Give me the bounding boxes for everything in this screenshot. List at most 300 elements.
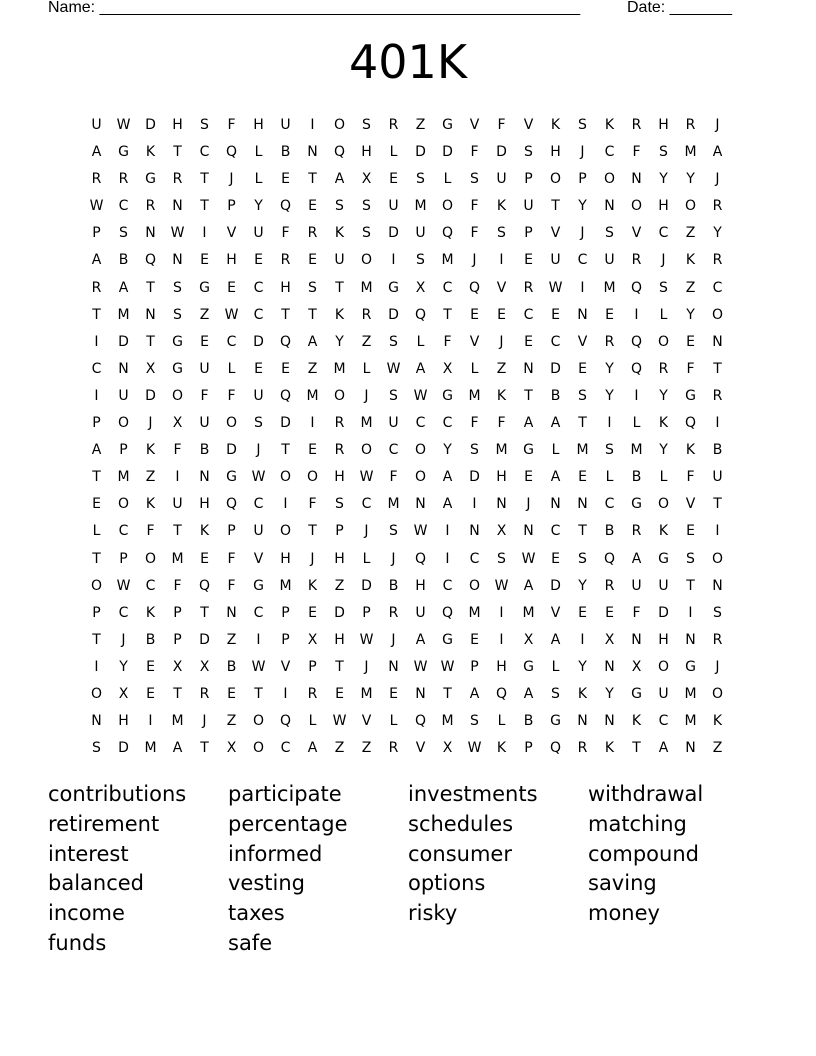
grid-letter: D xyxy=(361,577,372,594)
grid-letter: Q xyxy=(495,685,508,702)
grid-letter: Q xyxy=(549,740,562,757)
grid-letter: I xyxy=(283,496,288,513)
grid-letter: R xyxy=(577,740,588,757)
grid-letter: W xyxy=(359,631,374,648)
grid-letter: Q xyxy=(684,415,697,432)
grid-letter: O xyxy=(414,469,427,486)
grid-letter: O xyxy=(225,415,238,432)
grid-letter: A xyxy=(658,740,669,757)
grid-letter: K xyxy=(658,523,669,540)
grid-letter: C xyxy=(523,306,534,323)
grid-letter: U xyxy=(388,198,399,215)
grid-letter: P xyxy=(119,550,128,567)
grid-letter: B xyxy=(280,144,291,161)
grid-letter: C xyxy=(253,604,264,621)
word-list-item: retirement xyxy=(48,811,160,836)
grid-letter: Y xyxy=(605,685,614,702)
grid-letter: G xyxy=(442,631,453,648)
grid-letter: O xyxy=(279,523,292,540)
word-list-item: compound xyxy=(588,841,699,866)
grid-letter: S xyxy=(578,387,587,404)
grid-letter: Q xyxy=(198,577,211,594)
grid-letter: N xyxy=(577,496,588,513)
grid-letter: S xyxy=(416,171,425,188)
grid-letter: O xyxy=(333,387,346,404)
grid-letter: K xyxy=(604,117,615,133)
grid-letter: S xyxy=(335,198,344,215)
word-list-item: funds xyxy=(48,930,107,955)
word-list-item: money xyxy=(588,901,660,926)
word-list-item: investments xyxy=(408,782,538,806)
grid-letter: S xyxy=(362,117,371,133)
grid-letter: S xyxy=(713,604,722,621)
grid-letter: I xyxy=(472,496,477,513)
grid-letter: Q xyxy=(144,252,157,269)
date-field-label: Date: _______ xyxy=(627,0,732,16)
grid-letter: E xyxy=(146,658,155,675)
grid-letter: M xyxy=(360,279,373,296)
grid-letter: Q xyxy=(630,333,643,350)
grid-letter: V xyxy=(685,496,696,513)
grid-letter: I xyxy=(148,713,153,730)
grid-letter: S xyxy=(686,550,695,567)
grid-letter: Q xyxy=(441,225,454,242)
grid-letter: F xyxy=(227,577,236,594)
word-list-item: risky xyxy=(408,901,458,926)
word-list-item: interest xyxy=(48,841,129,866)
grid-letter: Y xyxy=(605,360,614,377)
grid-letter: P xyxy=(524,740,533,757)
grid-letter: S xyxy=(362,198,371,215)
grid-letter: D xyxy=(496,144,507,161)
grid-letter: B xyxy=(712,442,723,459)
grid-letter: T xyxy=(200,198,209,215)
grid-letter: U xyxy=(550,252,561,269)
grid-letter: O xyxy=(657,496,670,513)
grid-letter: O xyxy=(90,685,103,702)
grid-letter: N xyxy=(415,496,426,513)
grid-letter: R xyxy=(712,387,723,404)
grid-letter: O xyxy=(252,740,265,757)
grid-letter: X xyxy=(172,415,183,432)
grid-letter: J xyxy=(715,658,720,675)
grid-letter: V xyxy=(226,225,237,242)
grid-letter: P xyxy=(281,631,290,648)
grid-letter: Q xyxy=(333,144,346,161)
grid-letter: C xyxy=(442,415,453,432)
grid-letter: R xyxy=(118,171,129,188)
grid-letter: D xyxy=(388,225,399,242)
grid-letter: W xyxy=(440,658,455,675)
grid-letter: L xyxy=(254,171,263,188)
grid-letter: S xyxy=(605,225,614,242)
grid-letter: Y xyxy=(578,198,587,215)
grid-letter: K xyxy=(145,604,156,621)
grid-letter: U xyxy=(523,198,534,215)
grid-letter: T xyxy=(524,387,533,404)
grid-letter: H xyxy=(658,631,669,648)
grid-letter: R xyxy=(631,252,642,269)
grid-letter: R xyxy=(388,117,399,133)
grid-letter: S xyxy=(389,523,398,540)
grid-letter: C xyxy=(550,333,561,350)
grid-letter: N xyxy=(631,171,642,188)
grid-letter: C xyxy=(361,496,372,513)
grid-letter: O xyxy=(117,415,130,432)
grid-letter: Y xyxy=(605,387,614,404)
grid-letter: C xyxy=(199,144,210,161)
grid-letter: H xyxy=(280,550,291,567)
grid-letter: T xyxy=(686,577,695,594)
grid-letter: J xyxy=(364,387,369,404)
word-list-item: saving xyxy=(588,871,657,896)
word-list-item: balanced xyxy=(48,871,145,896)
grid-letter: S xyxy=(119,225,128,242)
grid-letter: K xyxy=(145,496,156,513)
grid-letter: N xyxy=(118,360,129,377)
grid-letter: E xyxy=(281,171,290,188)
grid-letter: Q xyxy=(414,306,427,323)
grid-letter: R xyxy=(712,198,723,215)
grid-letter: C xyxy=(253,306,264,323)
grid-letter: B xyxy=(145,631,156,648)
grid-letter: W xyxy=(89,198,104,215)
grid-letter: I xyxy=(391,252,396,269)
grid-letter: I xyxy=(499,631,504,648)
grid-letter: O xyxy=(441,198,454,215)
grid-letter: J xyxy=(256,442,261,459)
grid-letter: O xyxy=(711,685,724,702)
grid-letter: U xyxy=(334,252,345,269)
grid-letter: R xyxy=(361,306,372,323)
grid-letter: O xyxy=(117,496,130,513)
grid-letter: W xyxy=(413,523,428,540)
grid-letter: S xyxy=(200,117,209,133)
grid-letter: O xyxy=(333,117,346,133)
grid-letter: D xyxy=(334,604,345,621)
grid-letter: R xyxy=(334,442,345,459)
grid-letter: E xyxy=(497,306,506,323)
grid-letter: C xyxy=(658,713,669,730)
grid-letter: N xyxy=(604,198,615,215)
grid-letter: Q xyxy=(414,713,427,730)
grid-letter: J xyxy=(472,252,477,269)
grid-letter: Q xyxy=(279,198,292,215)
grid-letter: Q xyxy=(414,550,427,567)
grid-letter: Q xyxy=(630,360,643,377)
grid-letter: P xyxy=(335,523,344,540)
grid-letter: Y xyxy=(443,442,452,459)
name-field-label: Name: ______________________________________________________ xyxy=(48,0,581,16)
grid-letter: O xyxy=(657,333,670,350)
grid-letter: F xyxy=(308,496,317,513)
page-title: 401K xyxy=(349,35,467,89)
grid-letter: Z xyxy=(496,360,507,377)
grid-letter: J xyxy=(391,631,396,648)
grid-letter: E xyxy=(254,360,263,377)
grid-letter: D xyxy=(550,360,561,377)
grid-letter: I xyxy=(283,685,288,702)
grid-letter: E xyxy=(578,360,587,377)
grid-letter: P xyxy=(227,523,236,540)
grid-letter: A xyxy=(91,252,102,269)
grid-letter: B xyxy=(523,713,534,730)
word-list-item: consumer xyxy=(408,841,512,866)
grid-letter: B xyxy=(226,658,237,675)
word-list-item: vesting xyxy=(228,871,305,896)
grid-letter: O xyxy=(549,171,562,188)
grid-letter: R xyxy=(91,279,102,296)
word-list-item: informed xyxy=(228,841,323,866)
grid-letter: M xyxy=(333,360,346,377)
grid-letter: H xyxy=(226,252,237,269)
grid-letter: C xyxy=(253,496,264,513)
grid-letter: U xyxy=(91,117,102,133)
grid-letter: H xyxy=(172,117,183,133)
grid-letter: J xyxy=(364,658,369,675)
grid-letter: P xyxy=(578,171,587,188)
grid-letter: Z xyxy=(145,469,156,486)
grid-letter: E xyxy=(146,685,155,702)
grid-letter: X xyxy=(361,171,372,188)
grid-letter: I xyxy=(175,469,180,486)
grid-letter: Q xyxy=(279,387,292,404)
grid-letter: D xyxy=(415,144,426,161)
grid-letter: F xyxy=(443,333,452,350)
grid-letter: U xyxy=(118,387,129,404)
grid-letter: Z xyxy=(334,740,345,757)
grid-letter: X xyxy=(415,279,426,296)
grid-letter: Z xyxy=(361,333,372,350)
grid-letter: P xyxy=(308,658,317,675)
grid-letter: B xyxy=(118,252,129,269)
grid-letter: W xyxy=(521,550,536,567)
grid-letter: W xyxy=(170,225,185,242)
grid-letter: A xyxy=(415,631,426,648)
grid-letter: F xyxy=(470,415,479,432)
grid-letter: Q xyxy=(225,144,238,161)
grid-letter: U xyxy=(658,685,669,702)
grid-letter: E xyxy=(524,333,533,350)
grid-letter: G xyxy=(118,144,129,161)
grid-letter: N xyxy=(604,713,615,730)
grid-letter: F xyxy=(227,387,236,404)
grid-letter: O xyxy=(144,550,157,567)
grid-letter: W xyxy=(116,117,131,133)
grid-letter: H xyxy=(334,631,345,648)
word-list-item: percentage xyxy=(228,811,348,836)
grid-letter: N xyxy=(712,333,723,350)
grid-letter: T xyxy=(281,442,290,459)
grid-letter: F xyxy=(470,225,479,242)
grid-letter: F xyxy=(686,360,695,377)
grid-letter: E xyxy=(389,171,398,188)
grid-letter: S xyxy=(308,279,317,296)
grid-letter: U xyxy=(253,387,264,404)
grid-letter: O xyxy=(657,658,670,675)
grid-letter: E xyxy=(200,252,209,269)
grid-letter: M xyxy=(630,442,643,459)
grid-letter: O xyxy=(279,469,292,486)
grid-letter: Y xyxy=(254,198,263,215)
grid-letter: A xyxy=(523,415,534,432)
grid-letter: P xyxy=(281,604,290,621)
grid-letter: G xyxy=(442,387,453,404)
grid-letter: N xyxy=(199,469,210,486)
grid-letter: R xyxy=(685,117,696,133)
grid-letter: I xyxy=(688,604,693,621)
grid-letter: S xyxy=(605,442,614,459)
grid-letter: Y xyxy=(686,171,695,188)
grid-letter: M xyxy=(684,685,697,702)
grid-letter: W xyxy=(251,658,266,675)
grid-letter: Z xyxy=(334,577,345,594)
grid-letter: F xyxy=(497,117,506,133)
grid-letter: F xyxy=(497,415,506,432)
grid-letter: E xyxy=(200,333,209,350)
grid-letter: W xyxy=(224,306,239,323)
grid-letter: C xyxy=(550,523,561,540)
grid-letter: C xyxy=(604,144,615,161)
grid-letter: X xyxy=(307,631,318,648)
grid-letter: A xyxy=(334,171,345,188)
grid-letter: V xyxy=(577,333,588,350)
grid-letter: C xyxy=(388,442,399,459)
grid-letter: N xyxy=(226,604,237,621)
grid-letter: C xyxy=(604,496,615,513)
grid-letter: C xyxy=(118,198,129,215)
word-list-item: income xyxy=(48,901,125,926)
grid-letter: I xyxy=(607,415,612,432)
grid-letter: G xyxy=(685,658,696,675)
grid-letter: K xyxy=(145,144,156,161)
grid-letter: C xyxy=(280,740,291,757)
grid-letter: S xyxy=(497,225,506,242)
grid-letter: N xyxy=(685,740,696,757)
grid-letter: W xyxy=(359,469,374,486)
grid-letter: T xyxy=(200,740,209,757)
grid-letter: F xyxy=(173,442,182,459)
grid-letter: P xyxy=(92,604,101,621)
grid-letter: X xyxy=(118,685,129,702)
grid-letter: G xyxy=(550,713,561,730)
grid-letter: O xyxy=(171,387,184,404)
grid-letter: K xyxy=(496,387,507,404)
grid-letter: E xyxy=(605,604,614,621)
grid-letter: K xyxy=(550,117,561,133)
word-list-item: taxes xyxy=(228,901,285,926)
grid-letter: L xyxy=(605,469,614,486)
grid-letter: R xyxy=(604,333,615,350)
grid-letter: L xyxy=(308,713,317,730)
grid-letter: D xyxy=(280,415,291,432)
grid-letter: U xyxy=(388,415,399,432)
grid-letter: Q xyxy=(279,713,292,730)
grid-letter: J xyxy=(148,415,153,432)
grid-letter: E xyxy=(578,604,587,621)
grid-letter: I xyxy=(310,117,315,133)
grid-letter: Y xyxy=(578,577,587,594)
grid-letter: F xyxy=(686,469,695,486)
grid-letter: C xyxy=(469,550,480,567)
grid-letter: I xyxy=(715,415,720,432)
grid-letter: E xyxy=(200,550,209,567)
grid-letter: Q xyxy=(630,279,643,296)
grid-letter: M xyxy=(360,415,373,432)
grid-letter: S xyxy=(416,252,425,269)
grid-letter: V xyxy=(550,604,561,621)
grid-letter: T xyxy=(173,523,182,540)
grid-letter: R xyxy=(388,740,399,757)
grid-letter: E xyxy=(92,496,101,513)
grid-letter: K xyxy=(685,252,696,269)
grid-letter: J xyxy=(229,171,234,188)
word-list-item: participate xyxy=(228,782,342,806)
grid-letter: Q xyxy=(603,550,616,567)
grid-letter: H xyxy=(658,117,669,133)
grid-letter: Z xyxy=(226,713,237,730)
grid-letter: N xyxy=(550,496,561,513)
grid-letter: G xyxy=(658,550,669,567)
worksheet-header xyxy=(48,0,748,21)
grid-letter: D xyxy=(199,631,210,648)
grid-letter: D xyxy=(145,117,156,133)
grid-letter: I xyxy=(202,225,207,242)
grid-letter: G xyxy=(172,360,183,377)
grid-letter: N xyxy=(469,523,480,540)
grid-letter: R xyxy=(199,685,210,702)
grid-letter: G xyxy=(145,171,156,188)
grid-letter: V xyxy=(469,117,480,133)
grid-letter: D xyxy=(118,333,129,350)
grid-letter: N xyxy=(604,658,615,675)
grid-letter: R xyxy=(523,279,534,296)
grid-letter: N xyxy=(523,360,534,377)
grid-letter: I xyxy=(94,387,99,404)
grid-letter: N xyxy=(631,631,642,648)
grid-letter: L xyxy=(92,523,101,540)
grid-letter: T xyxy=(551,198,560,215)
grid-letter: E xyxy=(686,523,695,540)
grid-letter: F xyxy=(227,550,236,567)
grid-letter: N xyxy=(91,713,102,730)
grid-letter: M xyxy=(495,442,508,459)
grid-letter: G xyxy=(685,387,696,404)
grid-letter: O xyxy=(360,442,373,459)
grid-letter: I xyxy=(445,550,450,567)
grid-letter: C xyxy=(442,577,453,594)
grid-letter: S xyxy=(254,415,263,432)
grid-letter: L xyxy=(389,144,398,161)
grid-letter: C xyxy=(658,225,669,242)
grid-letter: K xyxy=(712,713,723,730)
grid-letter: H xyxy=(658,198,669,215)
grid-letter: P xyxy=(119,442,128,459)
grid-letter: W xyxy=(413,658,428,675)
grid-letter: L xyxy=(551,658,560,675)
grid-letter: Q xyxy=(225,496,238,513)
grid-letter: F xyxy=(632,604,641,621)
grid-letter: T xyxy=(308,171,317,188)
grid-letter: Y xyxy=(659,171,668,188)
grid-letter: K xyxy=(577,685,588,702)
grid-letter: K xyxy=(199,523,210,540)
grid-letter: S xyxy=(470,171,479,188)
grid-letter: W xyxy=(467,740,482,757)
grid-letter: J xyxy=(364,523,369,540)
grid-letter: N xyxy=(496,496,507,513)
grid-letter: X xyxy=(442,360,453,377)
